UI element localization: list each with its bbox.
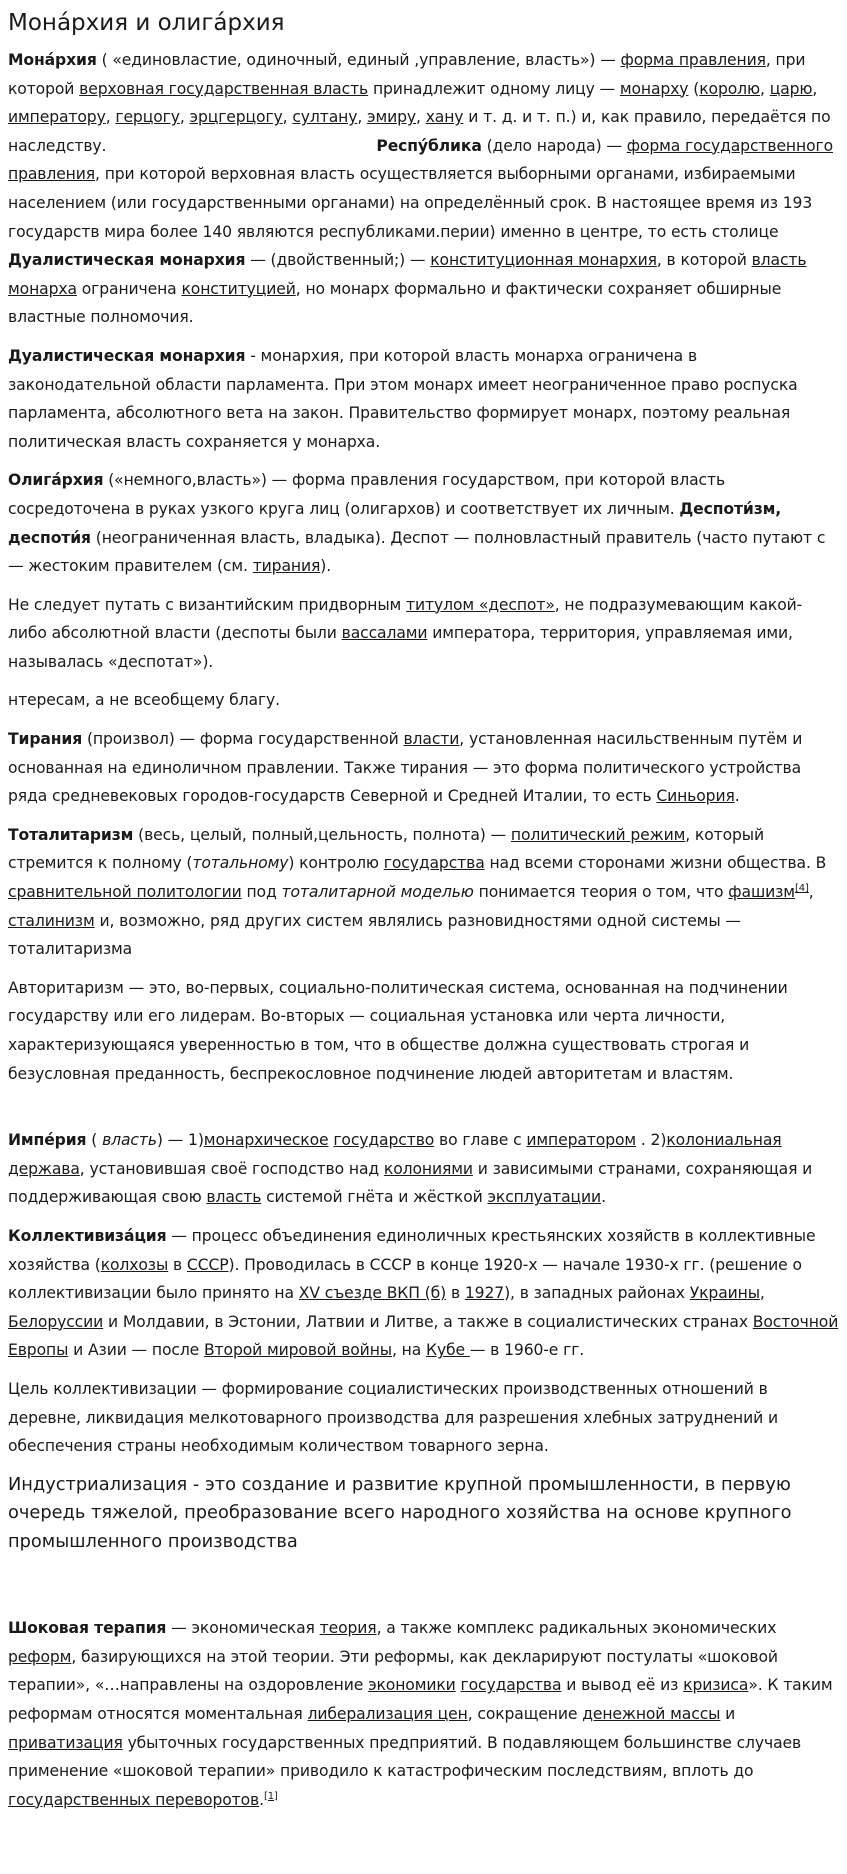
- paragraph-shock-therapy: [8, 1614, 839, 1814]
- text: , но монарх формально и фактически сохраняет обширные властные полномочия.: [8, 279, 782, 327]
- paragraph-dualistic: [8, 342, 839, 456]
- link-vtoroy-mirovoy-voyny[interactable]: Второй мировой войны: [203, 1341, 392, 1360]
- link-stalinizm[interactable]: сталинизм: [8, 911, 95, 930]
- term-collectivization: Коллективиза́ция: [8, 1226, 167, 1245]
- text: .: [259, 1790, 264, 1809]
- text: ,: [357, 108, 368, 127]
- link-teoriya[interactable]: теория: [319, 1619, 377, 1638]
- text: — в 1960-е гг.: [469, 1341, 585, 1360]
- text: — экономическая: [166, 1619, 320, 1638]
- footnote-4[interactable]: [4]: [794, 882, 809, 894]
- link-fashizm[interactable]: фашизм: [728, 883, 795, 902]
- text: Не следует путать с византийским придворным: [8, 595, 407, 614]
- text: убыточных государственных предприятий. В подавляющем большинстве случаев применение «шоковой терапии» приводило к катастрофическим последствиям, вплоть до: [8, 1733, 802, 1781]
- text: ,: [105, 108, 116, 127]
- link-titul-despot[interactable]: титулом «деспот»: [406, 595, 555, 614]
- text: , при которой верховная власть осуществляется выборными органами, избираемыми населением (или государственными органами) на определённый срок. В настоящее время из 193 государств мира более 140 являются республиками.перии) именно в центре, то есть столице: [8, 165, 813, 241]
- text: ,: [282, 108, 293, 127]
- link-khanu[interactable]: хану: [425, 108, 464, 127]
- link-gosudarstvennykh-perevorotov[interactable]: государственных переворотов: [8, 1790, 260, 1809]
- paragraph-monarchy: [8, 46, 839, 332]
- term-despotism: Деспоти́зм, деспоти́я: [8, 499, 782, 547]
- term-oligarchy: Олига́рхия: [8, 471, 104, 490]
- text: , базирующихся на этой теории. Эти реформы, как декларируют постулаты «шоковой терапии», «…направлены на оздоровление: [8, 1647, 778, 1695]
- text: (: [86, 1131, 103, 1150]
- text: - монархия, при которой власть монарха ограничена в законодательной области парламента. При этом монарх имеет неограниченное право роспуска парламента, абсолютного вета на закон. Правительство формирует монарх, поэтому реальная политическая власть сохраняется у монарха.: [8, 346, 798, 451]
- text: , который стремится к полному (: [8, 825, 764, 873]
- link-konstitucionnaya-monarkhiya[interactable]: конституционная монархия: [430, 251, 657, 270]
- link-1927[interactable]: 1927: [464, 1284, 505, 1303]
- text: и т. д. и т. п.) и, как правило, передаётся по наследству.: [8, 108, 831, 155]
- text: .: [601, 1188, 606, 1207]
- page-title: Мона́рхия и олига́рхия: [8, 10, 285, 36]
- text: ,: [760, 79, 770, 98]
- link-liberalizaciya-cen[interactable]: либерализация цен: [307, 1705, 468, 1723]
- text: во главе с: [434, 1131, 527, 1150]
- text: и: [720, 1705, 736, 1723]
- text: императора, территория, управляемая ими, называлась «деспотат»).: [8, 624, 793, 671]
- link-emiru[interactable]: эмиру: [367, 108, 416, 127]
- text: . 2): [636, 1131, 667, 1150]
- spacer: [8, 1098, 839, 1126]
- paragraph-tyranny: [8, 725, 839, 811]
- text: под: [241, 883, 282, 902]
- text: .: [734, 787, 740, 806]
- text: , на: [391, 1341, 426, 1360]
- italic-text: тотальному: [192, 854, 289, 873]
- link-privatizaciya[interactable]: приватизация: [8, 1733, 123, 1752]
- link-monarkha[interactable]: монарха: [8, 279, 77, 298]
- link-sultanu[interactable]: султану: [292, 108, 358, 127]
- term-republic: Респу́блика: [376, 136, 482, 155]
- text: (неограниченная власть, владыка). Деспот — полновластный правитель (часто путают с — жестоким правителем (см.: [8, 528, 826, 576]
- link-ekonomiki[interactable]: экономики: [368, 1676, 456, 1695]
- link-gercogu[interactable]: герцогу: [115, 108, 180, 127]
- link-denezhnoy-massy[interactable]: денежной массы: [582, 1705, 721, 1723]
- link-gosudarstva[interactable]: государства: [383, 854, 485, 873]
- text: в: [446, 1284, 465, 1303]
- text: в: [168, 1255, 187, 1274]
- term-totalitarianism: Тоталитаризм: [8, 825, 134, 844]
- text: , сокращение: [467, 1705, 583, 1723]
- text: (весь, целый, полный,цельность, полнота) —: [133, 825, 511, 844]
- text: (произвол) — форма государственной: [82, 730, 404, 749]
- paragraph-oligarchy: [8, 466, 839, 580]
- text: принадлежит одному лицу —: [368, 79, 620, 98]
- text: (: [688, 79, 700, 98]
- term-empire: Импе́рия: [8, 1131, 87, 1150]
- term-shock-therapy: Шоковая терапия: [8, 1619, 167, 1638]
- link-politicheskiy-rezhim[interactable]: политический режим: [510, 825, 686, 844]
- text: ». К таким реформам относятся моментальная: [8, 1676, 833, 1723]
- text: , установившая своё господство над: [79, 1159, 384, 1178]
- text: ,: [812, 79, 818, 98]
- text: и Молдавии, в Эстонии, Латвии и Литве, а также в социалистических странах: [103, 1312, 753, 1331]
- italic-text: тоталитарной моделью: [281, 883, 474, 902]
- link-vlast-2[interactable]: власть: [206, 1188, 262, 1207]
- link-vlast[interactable]: власть: [751, 251, 807, 270]
- link-vassalami[interactable]: вассалами: [341, 624, 428, 643]
- link-vostochnoy-evropy[interactable]: Восточной Европы: [8, 1312, 839, 1360]
- italic-text: власть: [102, 1131, 157, 1150]
- link-imperatorom[interactable]: императором: [526, 1131, 637, 1150]
- term-dualistic-monarchy-inline: Дуалистическая монархия: [8, 251, 246, 270]
- paragraph-fragment: нтересам, а не всеобщему благу.: [8, 691, 280, 710]
- paragraph-authoritarianism: Авторитаризм — это, во-первых, социально-политическая система, основанная на подчинении государству или его лидерам. Во-вторых — социальная установка или черта личности, характеризующаяся уверенностью в том, что в обществе должна существовать строгая и безусловная преданность, беспрекословное подчинение людей авторитетам и властям.: [8, 978, 788, 1083]
- link-sinoriya[interactable]: Синьория: [656, 787, 735, 806]
- text: ( «единовластие, одиночный, единый ,управление, власть») —: [96, 51, 621, 69]
- link-verkhovnaya-vlast[interactable]: верховная государственная власть: [79, 79, 369, 98]
- text: — процесс объединения единоличных крестьянских хозяйств в коллективные хозяйства (: [8, 1226, 816, 1274]
- text: ,: [759, 1284, 765, 1303]
- link-ekspluatacii[interactable]: эксплуатации: [487, 1188, 602, 1207]
- link-kube[interactable]: Кубе: [426, 1341, 470, 1360]
- link-reform[interactable]: реформ: [8, 1647, 72, 1666]
- link-korolyu[interactable]: королю: [699, 79, 761, 98]
- link-kolonialnaya-derzhava[interactable]: колониальная держава: [8, 1131, 782, 1178]
- text: и вывод её из: [561, 1676, 684, 1695]
- text: понимается теория о том, что: [473, 883, 729, 902]
- spacer: [8, 1566, 839, 1614]
- link-gosudarstva-2[interactable]: государства: [460, 1676, 562, 1695]
- link-monarkhu[interactable]: монарху: [619, 79, 689, 98]
- link-krizisa[interactable]: кризиса: [683, 1676, 749, 1695]
- text: ,: [179, 108, 190, 127]
- text: и, возможно, ряд других систем являлись разновидностями одной системы — тоталитаризма: [8, 911, 741, 959]
- paragraph-collectivization-goal: Цель коллективизации — формирование социалистических производственных отношений в деревне, ликвидация мелкотоварного производства для разрешения хлебных затруднений и обеспечения страны необходимым количеством товарного зерна.: [8, 1379, 778, 1456]
- text: — (двойственный;) —: [245, 251, 431, 270]
- link-ukrainy[interactable]: Украины: [689, 1284, 760, 1303]
- text: ) контролю: [288, 854, 384, 873]
- text: ). Проводилась в СССР в конце 1920-х — начале 1930-х гг. (решение о коллективизации было принято на: [8, 1255, 802, 1303]
- term-monarchy: Мона́рхия: [8, 51, 97, 69]
- text: системой гнёта и жёсткой: [261, 1188, 488, 1207]
- link-forma-gos-pravleniya[interactable]: форма государственного правления: [8, 136, 833, 184]
- text: и Азии — после: [68, 1341, 204, 1360]
- text: над всеми сторонами жизни общества. В: [484, 854, 827, 873]
- text: , а также комплекс радикальных экономических: [376, 1619, 777, 1638]
- link-kolkhozy[interactable]: колхозы: [100, 1255, 169, 1274]
- link-koloniyami[interactable]: колониями: [383, 1159, 473, 1178]
- term-tyranny: Тирания: [8, 730, 83, 749]
- text: , установленная насильственным путём и основанная на единоличном правлении. Также тирания — это форма политического устройства ряда средневековых городов-государств Северной и Средней Италии, то есть: [8, 730, 803, 806]
- paragraph-byzantine: [8, 591, 839, 677]
- paragraph-totalitarianism: [8, 821, 839, 964]
- text: (дело народа) —: [481, 136, 627, 155]
- text: ) — 1): [156, 1131, 204, 1150]
- text: ).: [320, 557, 332, 576]
- footnote-1[interactable]: [1]: [263, 1790, 278, 1802]
- text: ,: [416, 108, 426, 127]
- text: ограничена: [76, 279, 182, 298]
- link-forma-pravleniya[interactable]: форма правления: [620, 51, 766, 69]
- text: , в которой: [656, 251, 752, 270]
- text: , при которой: [8, 51, 806, 98]
- text: ,: [808, 883, 814, 902]
- text: и зависимыми странами, сохраняющая и поддерживающая свою: [8, 1159, 813, 1207]
- paragraph-collectivization: [8, 1222, 839, 1365]
- link-sssr[interactable]: СССР: [186, 1255, 229, 1274]
- text: , не подразумевающим какой-либо абсолютной власти (деспоты были: [8, 595, 803, 643]
- link-sravnitelnoy-politologii[interactable]: сравнительной политологии: [8, 883, 242, 902]
- link-gosudarstvo[interactable]: государство: [333, 1131, 435, 1150]
- term-dualistic: Дуалистическая монархия: [8, 346, 246, 365]
- link-xv-sezd[interactable]: XV съезде ВКП (б): [298, 1284, 447, 1303]
- link-konstituciey[interactable]: конституцией: [181, 279, 296, 298]
- paragraph-industrialization: Индустриализация - это создание и развитие крупной промышленности, в первую очередь тяжелой, преобразование всего народного хозяйства на основе крупного промышленного производства: [8, 1473, 792, 1552]
- text: («немного,власть») — форма правления государством, при которой власть сосредоточена в руках узкого круга лиц (олигархов) и соответствует их личным.: [8, 471, 726, 518]
- link-vlasti[interactable]: власти: [403, 730, 460, 749]
- link-belorussii[interactable]: Белоруссии: [8, 1312, 104, 1331]
- link-monarkhicheskoe[interactable]: монархическое: [203, 1131, 329, 1150]
- link-tiraniya[interactable]: тирания: [252, 557, 321, 576]
- link-caryu[interactable]: царю: [769, 79, 813, 98]
- link-ercgercogu[interactable]: эрцгерцогу: [189, 108, 283, 127]
- paragraph-empire: [8, 1126, 839, 1212]
- text: ), в западных районах: [504, 1284, 690, 1303]
- link-imperatoru[interactable]: императору: [8, 108, 106, 127]
